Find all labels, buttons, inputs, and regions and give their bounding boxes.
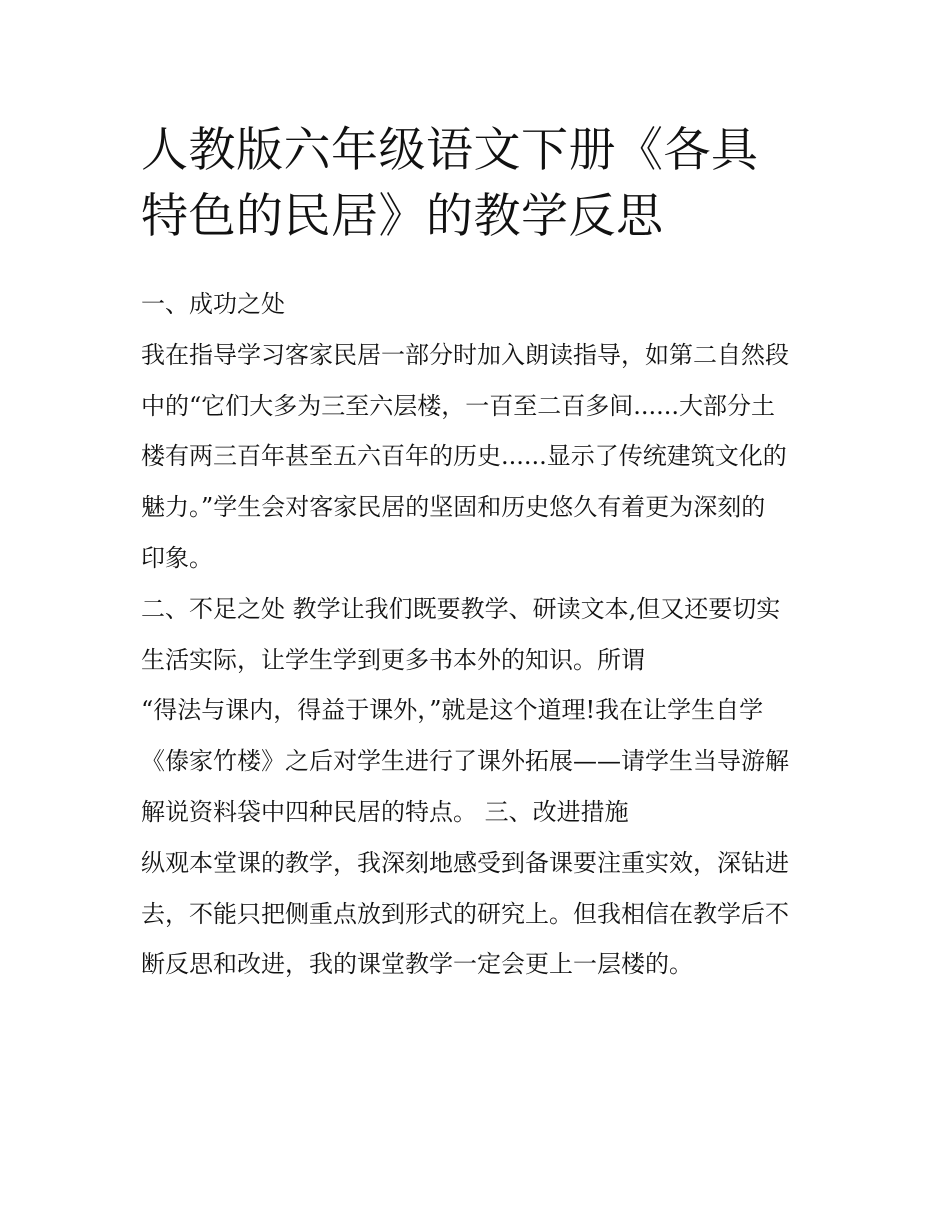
body-line: 楼有两三百年甚至五六百年的历史......显示了传统建筑文化的: [141, 442, 787, 471]
document-page: [141, 118, 821, 990]
document-body: [141, 279, 821, 990]
body-line: 去，不能只把侧重点放到形式的研究上。但我相信在教学后不: [141, 899, 789, 928]
body-line: 魅力。”学生会对客家民居的坚固和历史悠久有着更为深刻的: [141, 493, 766, 522]
body-line: 断反思和改进，我的课堂教学一定会更上一层楼的。: [141, 950, 693, 979]
title-line-2: 特色的民居》的教学反思: [141, 189, 664, 244]
section-heading-shortcomings: 二、不足之处 教学让我们既要教学、研读文本,但又还要切实: [141, 594, 781, 623]
section-heading-success: 一、成功之处: [141, 290, 285, 318]
title-line-1: 人教版六年级语文下册《各具: [141, 123, 759, 178]
body-line: 我在指导学习客家民居一部分时加入朗读指导，如第二自然段: [141, 340, 789, 369]
body-line: 中的“它们大多为三至六层楼，一百至二百多间......大部分土: [141, 391, 776, 420]
body-line: “得法与课内，得益于课外，”就是这个道理!我在让学生自学: [141, 696, 764, 725]
document-title: [141, 118, 821, 250]
body-line: 生活实际，让学生学到更多书本外的知识。所谓: [141, 645, 645, 674]
body-line-with-section-heading-improvements: 解说资料袋中四种民居的特点。 三、改进措施: [141, 797, 629, 826]
body-line: 纵观本堂课的教学，我深刻地感受到备课要注重实效，深钻进: [141, 848, 789, 877]
body-line: 《傣家竹楼》之后对学生进行了课外拓展——请学生当导游解: [141, 747, 789, 776]
body-line: 印象。: [141, 543, 213, 572]
